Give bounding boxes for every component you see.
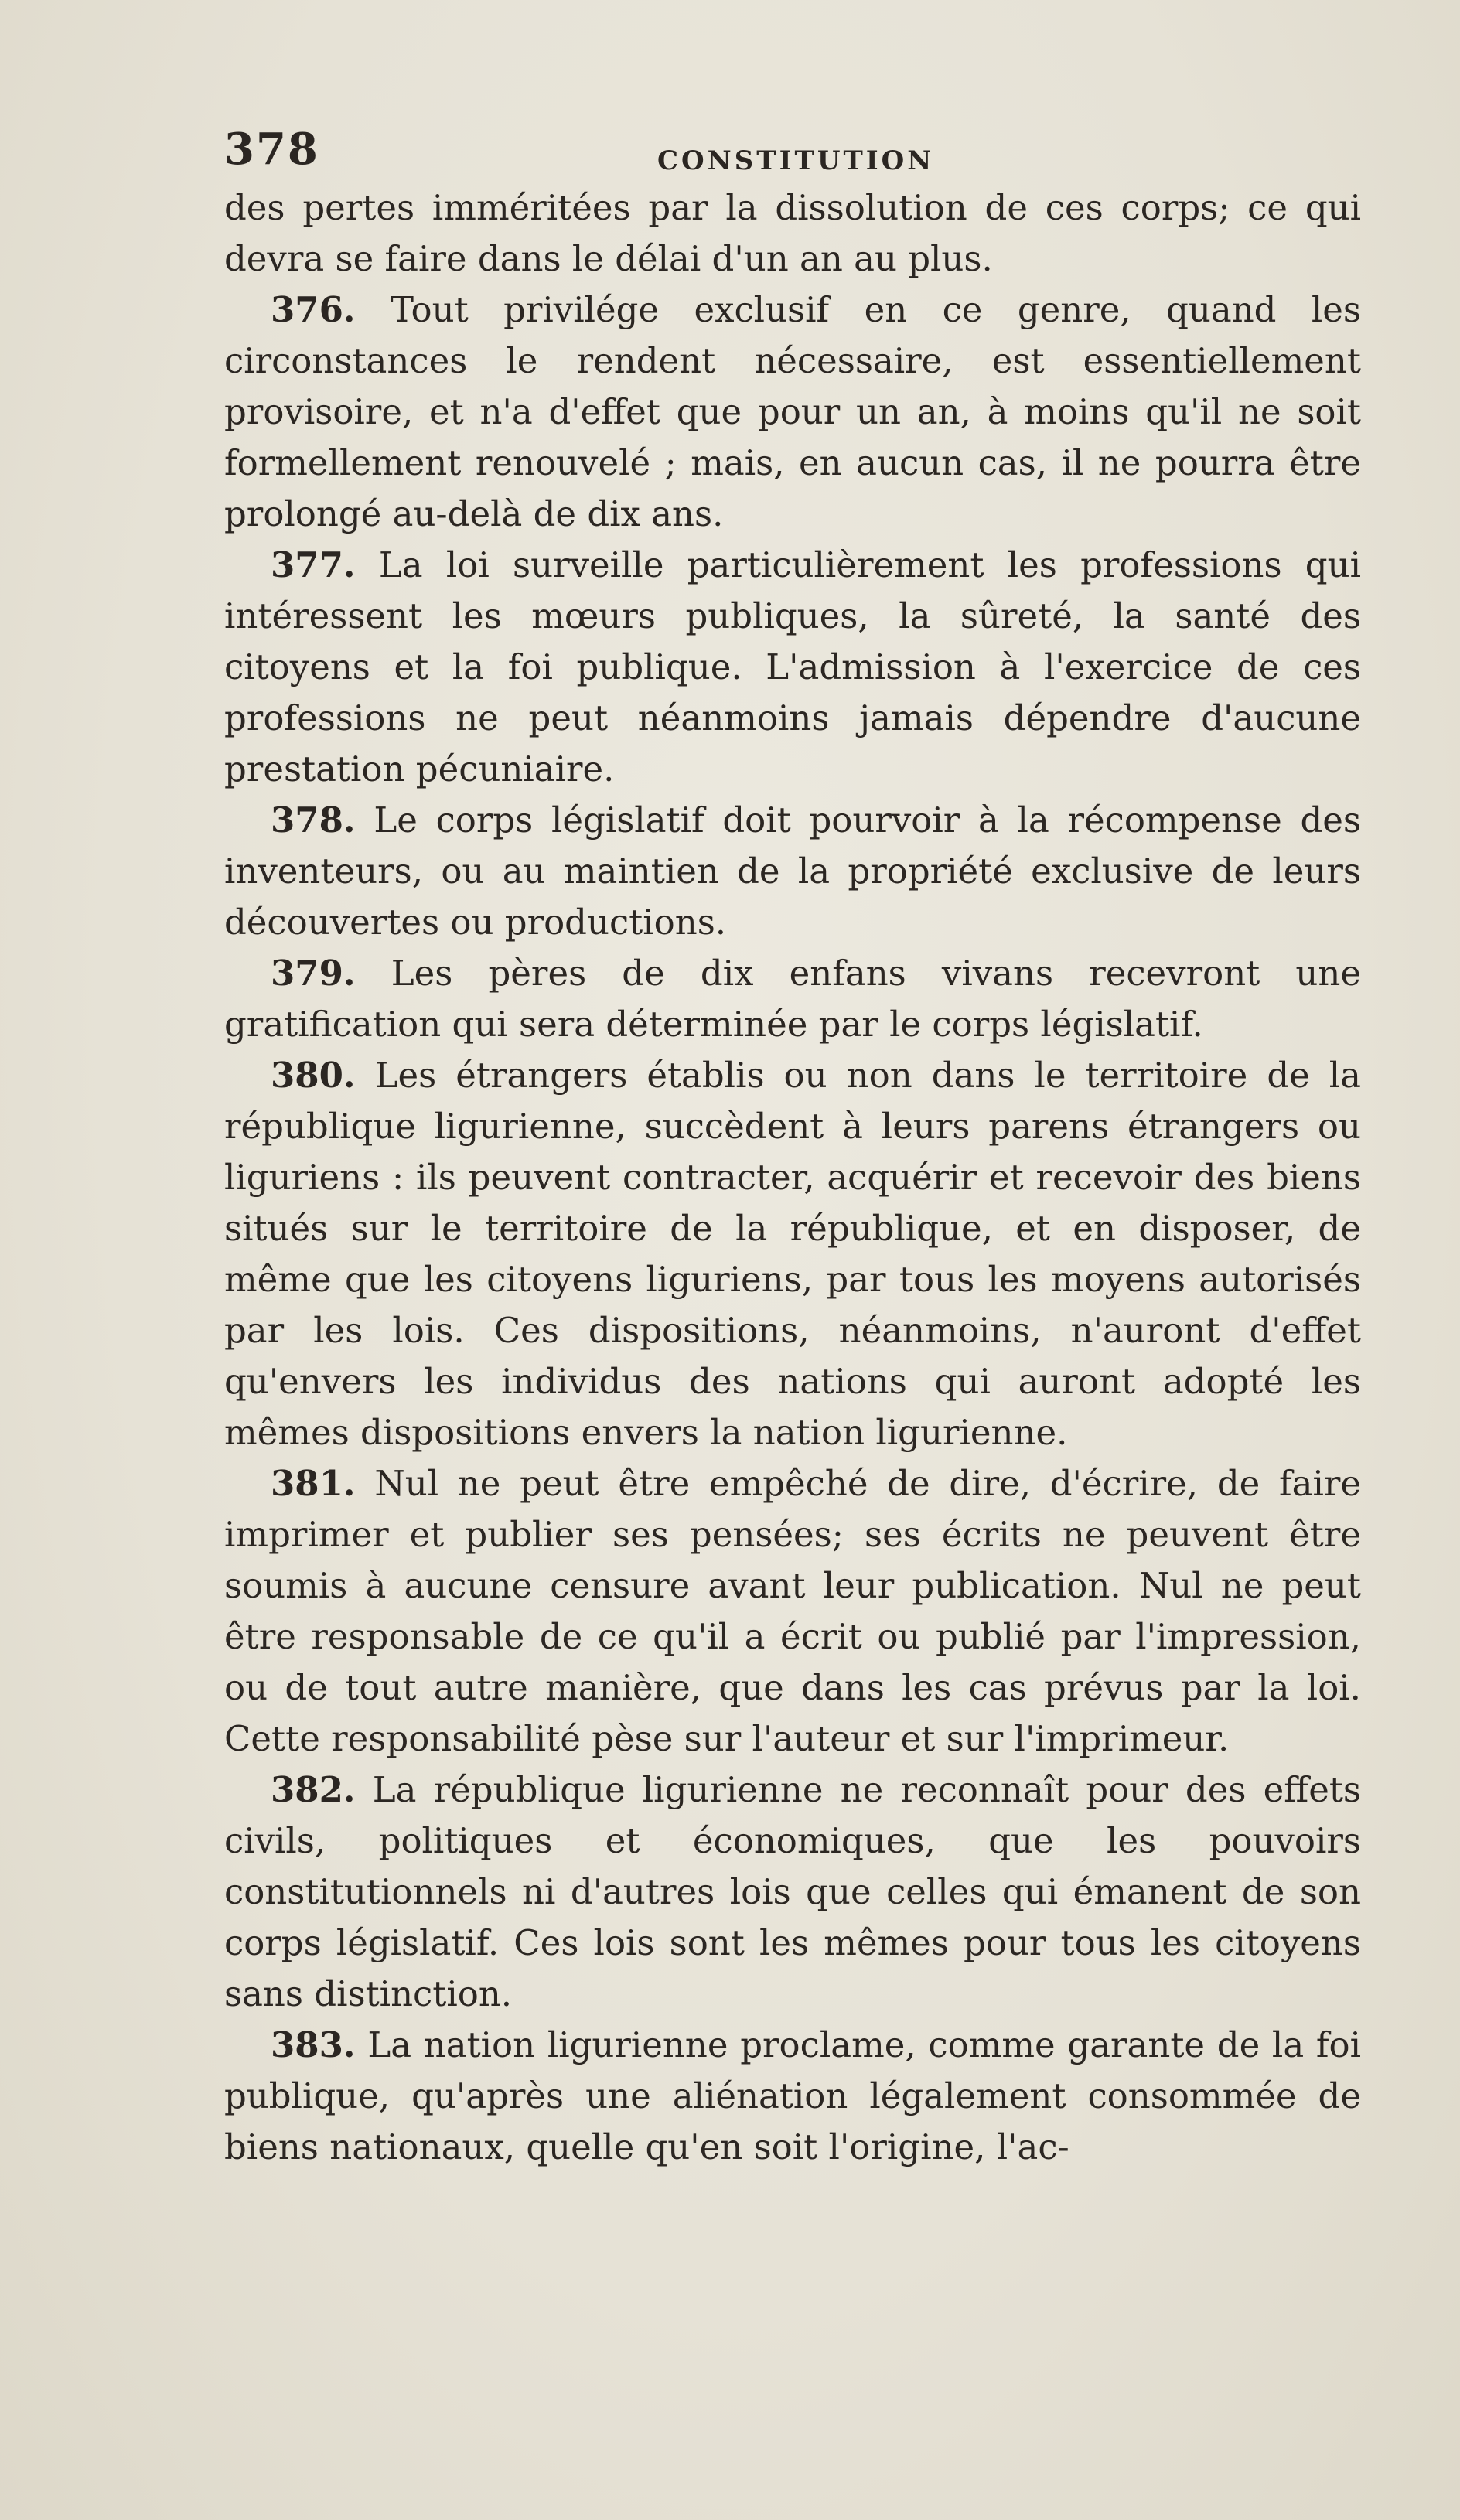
article-number: 376. [271,289,356,330]
article-text: Tout privilége exclusif en ce genre, quand les circonstances le rendent nécessaire, est essentiellement provisoire, et n'a d'effet que pour un an, à moins qu'il ne soit formellement renouvelé ; mais, en aucun cas, il ne pourra être prolongé au-delà de dix ans. [224,289,1361,534]
article-text: La république ligurienne ne reconnaît pour des effets civils, politiques et économiques, que les pouvoirs constitutionnels ni d'autres lois que celles qui émanent de son corps législatif. Ces lois sont les mêmes pour tous les citoyens sans distinction. [224,1769,1361,2014]
article-number: 377. [271,544,356,585]
article-number: 383. [271,2024,356,2065]
article-number: 381. [271,1463,356,1504]
article-number: 380. [271,1055,356,1096]
article-381 [224,1458,1361,1765]
article-380 [224,1050,1361,1458]
article-378 [224,795,1361,948]
article-376 [224,285,1361,540]
article-382 [224,1765,1361,2020]
body-text [224,182,1361,2173]
article-379 [224,948,1361,1050]
article-377 [224,540,1361,795]
article-383 [224,2020,1361,2173]
paragraph-continuation [224,182,1361,285]
article-number: 378. [271,800,356,841]
article-text: Les étrangers établis ou non dans le territoire de la république ligurienne, succèdent à leurs parens étrangers ou liguriens : ils peuvent contracter, acquérir et recevoir des biens situés sur le territoire de la république, et en disposer, de même que les citoyens liguriens, par tous les moyens autorisés par les lois. Ces dispositions, néanmoins, n'auront d'effet qu'envers les individus des nations qui auront adopté les mêmes dispositions envers la nation ligurienne. [224,1055,1361,1453]
article-text: Les pères de dix enfans vivans recevront une gratification qui sera déterminée par le corps législatif. [224,953,1361,1045]
article-text: La nation ligurienne proclame, comme garante de la foi publique, qu'après une aliénation légalement consommée de biens nationaux, quelle qu'en soit l'origine, l'ac- [224,2024,1361,2167]
paragraph-text: des pertes imméritées par la dissolution de ces corps; ce qui devra se faire dans le délai d'un an au plus. [224,187,1361,279]
article-number: 379. [271,953,356,994]
article-text: Le corps législatif doit pourvoir à la récompense des inventeurs, ou au maintien de la propriété exclusive de leurs découvertes ou productions. [224,800,1361,943]
page-number: 378 [224,124,319,175]
page-header [224,124,1346,178]
running-title: CONSTITUTION [657,145,935,176]
article-text: La loi surveille particulièrement les professions qui intéressent les mœurs publiques, la sûreté, la santé des citoyens et la foi publique. L'admission à l'exercice de ces professions ne peut néanmoins jamais dépendre d'aucune prestation pécuniaire. [224,544,1361,789]
article-text: Nul ne peut être empêché de dire, d'écrire, de faire imprimer et publier ses pensées; ses écrits ne peuvent être soumis à aucune censure avant leur publication. Nul ne peut être responsable de ce qu'il a écrit ou publié par l'impression, ou de tout autre manière, que dans les cas prévus par la loi. Cette responsabilité pèse sur l'auteur et sur l'imprimeur. [224,1463,1361,1759]
article-number: 382. [271,1769,356,1810]
